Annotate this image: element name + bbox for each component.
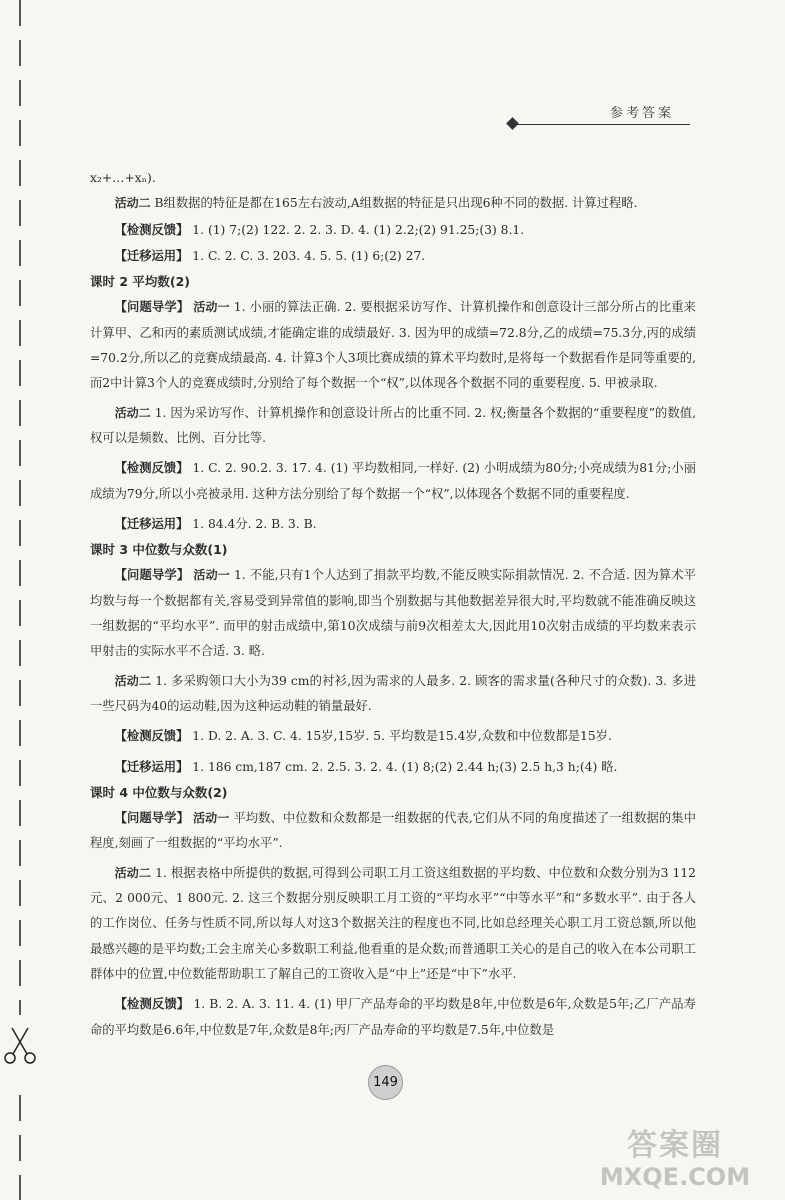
answer-text: 1. 因为采访写作、计算机操作和创意设计所占的比重不同. 2. 权;衡量各个数据的“重要程度”的数值,权可以是频数、比例、百分比等. [90,405,696,445]
section-tag: 【问题导学】 [114,299,190,315]
section-tag: 【问题导学】 [114,567,190,583]
activity-label: 活动一 [193,811,230,826]
answer-paragraph [90,754,696,780]
answer-text: 1. C. 2. 90.2. 3. 17. 4. (1) 平均数相同,一样好. (2) 小明成绩为80分;小亮成绩为81分;小丽成绩为79分,所以小亮被录用. 这种方法分别给了每个数据一个“权”,以体现各个数据不同的重要程度. [90,461,696,501]
lesson-heading: 课时 4 中位数与众数(2) [90,784,228,800]
answer-paragraph [90,669,696,720]
answer-text: 1. B. 2. A. 3. 11. 4. (1) 甲厂产品寿命的平均数是8年,中位数是6年,众数是5年;乙厂产品寿命的平均数是6.6年,中位数是7年,众数是8年;丙厂产品寿命的平均数是7.5年,中位数是 [90,997,696,1037]
answer-paragraph [90,455,696,507]
answer-text: 1. 多采购领口大小为39 cm的衬衫,因为需求的人最多. 2. 顾客的需求量(各种尺寸的众数). 3. 多进一些尺码为40的运动鞋,因为这种运动鞋的销量最好. [90,673,696,713]
section-tag: 【检测反馈】 [114,221,189,237]
watermark [585,1120,765,1190]
answer-text: 1. (1) 7;(2) 122. 2. 2. 3. D. 4. (1) 2.2;(2) 91.25;(3) 8.1. [188,222,525,237]
answer-text: B组数据的特征是都在165左右波动,A组数据的特征是只出现6种不同的数据. 计算过程略. [150,196,638,211]
answer-paragraph [90,217,696,243]
answer-paragraph [90,723,696,749]
answer-paragraph [90,991,696,1043]
section-tag: 【检测反馈】 [114,460,189,476]
answer-paragraph [90,511,696,537]
answer-paragraph [90,861,696,987]
lesson-heading: 课时 3 中位数与众数(1) [90,542,228,558]
answer-text: 1. C. 2. C. 3. 203. 4. 5. 5. (1) 6;(2) 27. [188,248,426,263]
section-tag: 【迁移运用】 [114,515,189,531]
answer-text: 1. D. 2. A. 3. C. 4. 15岁,15岁. 5. 平均数是15.4岁,众数和中位数都是15岁. [188,729,612,744]
answer-paragraph [90,191,696,216]
header-rule [508,124,690,125]
answer-paragraph: x₂+…+xₙ). [90,171,156,185]
section-tag: 【检测反馈】 [114,996,190,1012]
answer-text: 1. 小丽的算法正确. 2. 要根据采访写作、计算机操作和创意设计三部分所占的比重来计算甲、乙和丙的素质测试成绩,才能确定谁的成绩最好. 3. 因为甲的成绩=72.8分,乙的成绩=75.3分,丙的成绩=70.2分,所以乙的竞赛成绩最高. 4. 计算3个人3项比赛成绩的算术平均数时,是将每一个数据看作是同等重要的,而2中计算3个人的竞赛成绩时,分别给了每个数据一个“权”,以体现各个数据不同的重要程度. 5. 甲被录取. [90,300,696,391]
section-tag: 【迁移运用】 [114,247,189,263]
watermark-bottom: MXQE.COM [599,1163,751,1191]
answer-text: 1. 186 cm,187 cm. 2. 2.5. 3. 2. 4. (1) 8;(2) 2.44 h;(3) 2.5 h,3 h;(4) 略. [188,759,618,774]
activity-label: 活动一 [193,300,230,315]
answer-paragraph [90,401,696,452]
scissors-icon [5,1028,35,1063]
answer-text: 1. 根据表格中所提供的数据,可得到公司职工月工资这组数据的平均数、中位数和众数分别为3 112元、2 000元、1 800元. 2. 这三个数据分别反映职工月工资的“平均水平”“中等水平”和“多数水平”. 由于各人的工作岗位、任务与性质不同,所以每人对这3个数据关注的程度也不同,比如总经理关心职工月工资总额,所以他最感兴趣的是平均数;工会主席关心多数职工利益,他看重的是众数;而普通职工关心的是自己的收入在本公司职工群体中的位置,中位数能帮助职工了解自己的工资收入是“中上”还是“中下”水平. [90,865,696,981]
watermark-top: 答案圈 [627,1128,723,1163]
header-title: 参考答案 [610,106,675,121]
page-number: 149 [368,1065,403,1100]
activity-label: 活动二 [114,865,152,880]
answer-paragraph [90,294,696,396]
lesson-heading: 课时 2 平均数(2) [90,274,191,290]
answer-content [90,166,696,1043]
answer-text: 平均数、中位数和众数都是一组数据的代表,它们从不同的角度描述了一组数据的集中程度,刻画了一组数据的“平均水平”. [90,811,696,851]
answer-paragraph [90,243,696,269]
activity-label: 活动二 [114,673,152,688]
section-tag: 【检测反馈】 [114,728,189,744]
answer-paragraph [90,562,696,664]
section-tag: 【问题导学】 [114,810,189,826]
answer-text: 1. 84.4分. 2. B. 3. B. [188,516,317,531]
answer-paragraph [90,805,696,857]
activity-label: 活动二 [114,405,151,420]
answer-text: 1. 不能,只有1个人达到了捐款平均数,不能反映实际捐款情况. 2. 不合适. 因为算术平均数与每一个数据都有关,容易受到异常值的影响,即当个别数据与其他数据差异很大时,平均数就不能准确反映这一组数据的“平均水平”. 而甲的射击成绩中,第10次成绩与前9次相差太大,因此用10次射击成绩的平均数来表示甲射击的实际水平不合适. 3. 略. [90,568,696,659]
cut-line [0,0,40,1200]
activity-label: 活动一 [193,568,230,583]
activity-label: 活动二 [114,196,151,211]
section-tag: 【迁移运用】 [114,758,189,774]
